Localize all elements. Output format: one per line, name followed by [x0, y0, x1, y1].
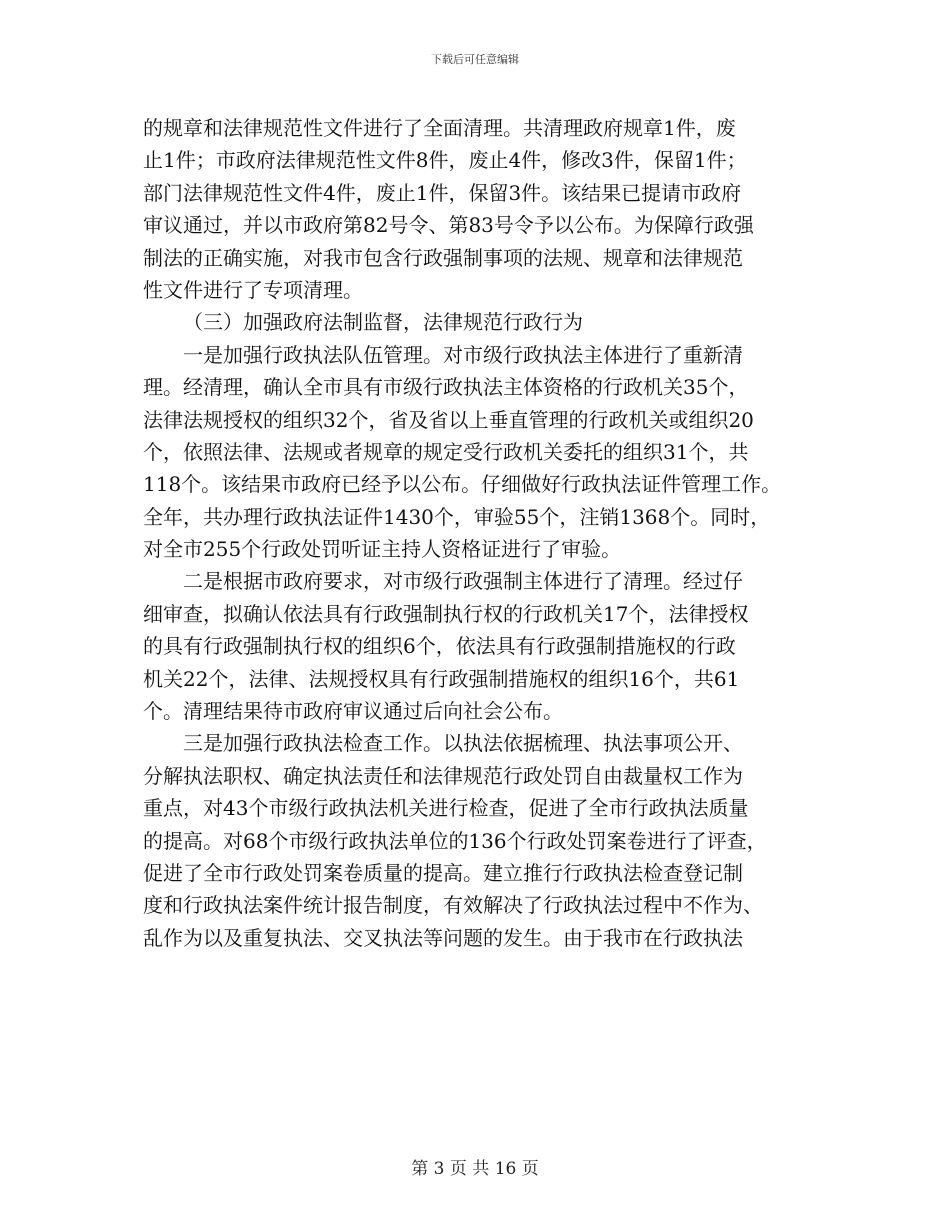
text-line: 三是加强行政执法检查工作。以执法依据梳理、执法事项公开、	[183, 731, 743, 756]
page-header: 下载后可任意编辑	[431, 53, 519, 66]
text-line: 机关22个，法律、法规授权具有行政强制措施权的组织16个，共61	[143, 666, 740, 691]
text-line: 一是加强行政执法队伍管理。对市级行政执法主体进行了重新清	[183, 342, 743, 367]
text-line: 度和行政执法案件统计报告制度，有效解决了行政执法过程中不作为、	[143, 893, 763, 918]
text-line: 细审查，拟确认依法具有行政强制执行权的行政机关17个，法律授权	[143, 601, 749, 626]
text-line: 二是根据市政府要求，对市级行政强制主体进行了清理。经过仔	[183, 569, 743, 594]
text-line: 118个。该结果市政府已经予以公布。仔细做好行政执法证件管理工作。	[143, 472, 782, 497]
text-line: 对全市255个行政处罚听证主持人资格证进行了审验。	[143, 537, 622, 562]
text-line: 法律法规授权的组织32个，省及省以上垂直管理的行政机关或组织20	[143, 407, 754, 432]
text-line: 理。经清理，确认全市具有市级行政执法主体资格的行政机关35个，	[143, 375, 749, 400]
text-line: 的提高。对68个市级行政执法单位的136个行政处罚案卷进行了评查，	[143, 828, 767, 853]
text-line: 个。清理结果待市政府审议通过后向社会公布。	[143, 699, 563, 724]
text-line: 重点，对43个市级行政执法机关进行检查，促进了全市行政执法质量	[143, 796, 749, 821]
text-line: 促进了全市行政处罚案卷质量的提高。建立推行行政执法检查登记制	[143, 860, 743, 885]
text-line: 部门法律规范性文件4件，废止1件，保留3件。该结果已提请市政府	[143, 180, 742, 205]
page-footer: 第 3 页 共 16 页	[411, 1159, 539, 1179]
text-line: 制法的正确实施，对我市包含行政强制事项的法规、规章和法律规范	[143, 245, 743, 270]
text-line: 个，依照法律、法规或者规章的规定受行政机关委托的组织31个，共	[143, 439, 749, 464]
text-line: 分解执法职权、确定执法责任和法律规范行政处罚自由裁量权工作为	[143, 763, 743, 788]
text-line: 的具有行政强制执行权的组织6个，依法具有行政强制措施权的行政	[143, 634, 736, 659]
text-line: 性文件进行了专项清理。	[143, 277, 363, 302]
text-line: 全年，共办理行政执法证件1430个，审验55个，注销1368个。同时，	[143, 504, 771, 529]
text-line: 审议通过，并以市政府第82号令、第83号令予以公布。为保障行政强	[143, 213, 754, 238]
text-line: 的规章和法律规范性文件进行了全面清理。共清理政府规章1件，废	[143, 116, 736, 140]
text-line: 乱作为以及重复执法、交叉执法等问题的发生。由于我市在行政执法	[143, 925, 743, 950]
document-body	[143, 112, 833, 954]
text-line: 止1件；市政府法律规范性文件8件，废止4件，修改3件，保留1件；	[143, 148, 747, 173]
section-heading: （三）加强政府法制监督，法律规范行政行为	[183, 310, 583, 335]
